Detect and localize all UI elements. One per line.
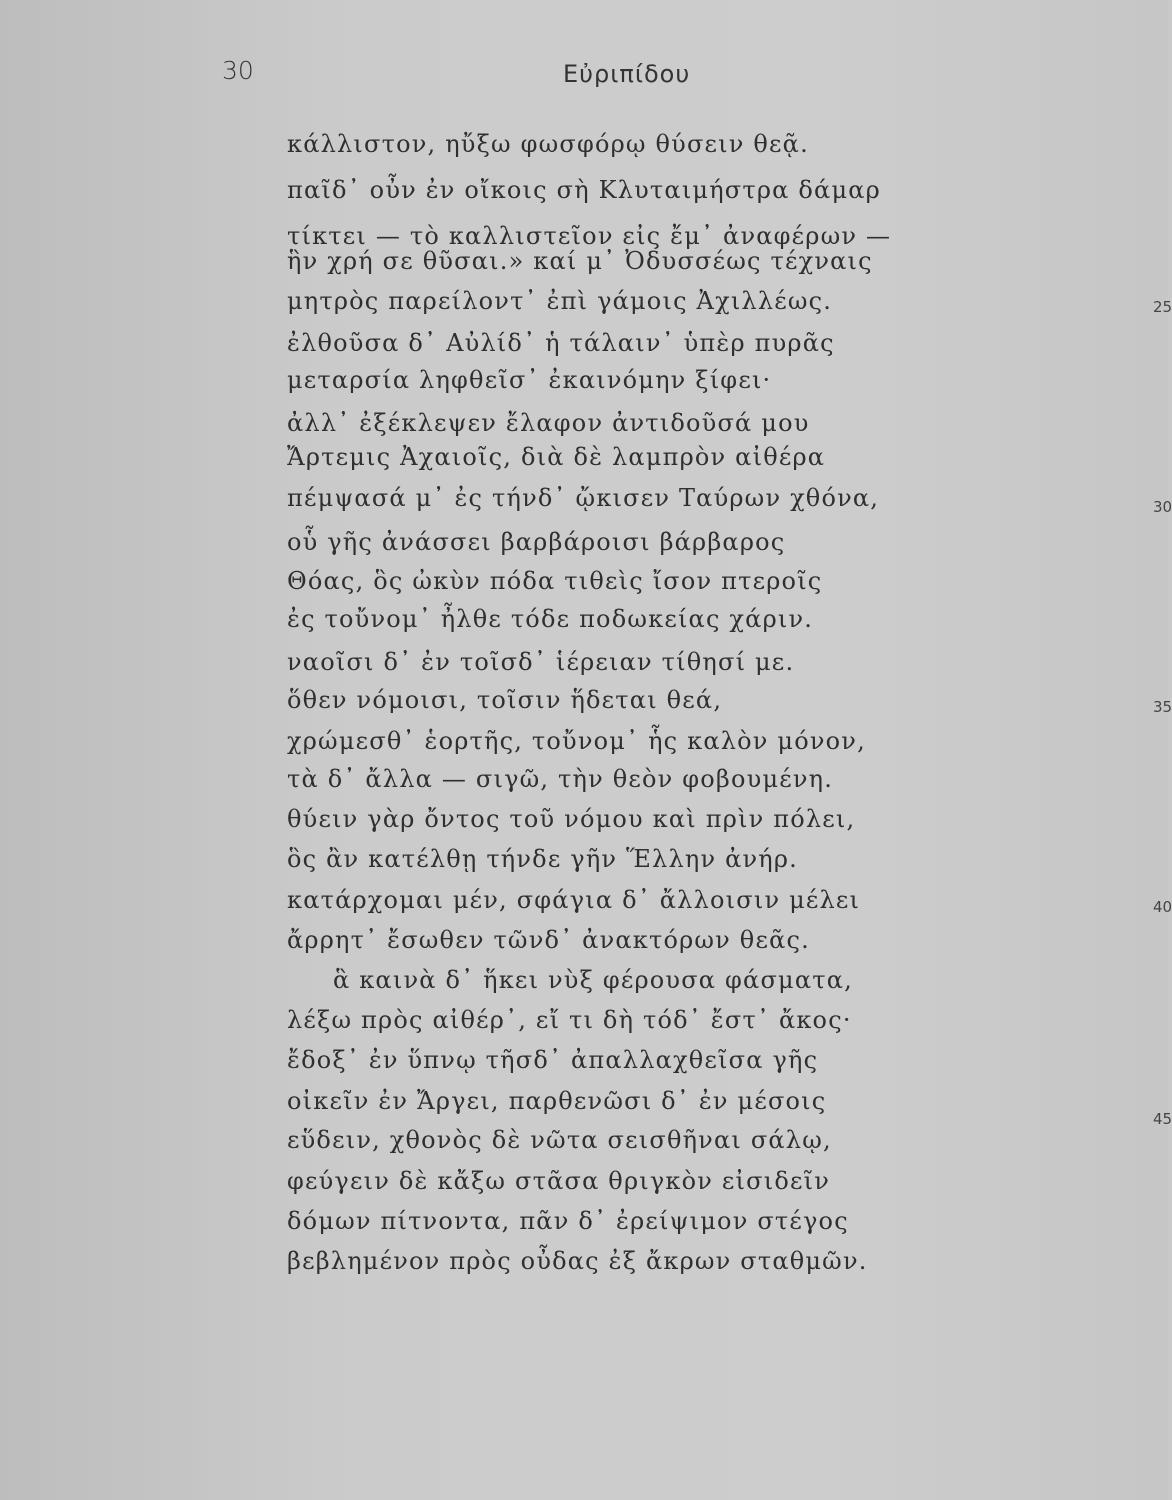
- line-number: 35: [1153, 698, 1172, 716]
- line-number: 40: [1153, 898, 1172, 916]
- line-number: 45: [1153, 1110, 1172, 1128]
- book-page: 30 Εὐριπίδου κάλλιστον, ηὔξω φωσφόρῳ θύσειν θεᾷ. παῖδ᾽ οὖν ἐν οἴκοις σὴ Κλυταιμήστρα δάμαρ τίκτει — τὸ καλλιστεῖον εἰς ἔμ᾽ ἀναφέρων — ἣν χρή σε θῦσαι.» καί μ᾽ Ὀδυσσέως τέχναις μητρὸς παρείλοντ᾽ ἐπὶ γάμοις Ἀχιλλέως. 25 ἐλθοῦσα δ᾽ Αὐλίδ᾽ ἡ τάλαιν᾽ ὑπὲρ πυρᾶς μεταρσία ληφθεῖσ᾽ ἐκαινόμην ξίφει· ἀλλ᾽ ἐξέκλεψεν ἔλαφον ἀντιδοῦσά μου Ἄρτεμις Ἀχαιοῖς, διὰ δὲ λαμπρὸν αἰθέρα πέμψασά μ᾽ ἐς τήνδ᾽ ᾤκισεν Ταύρων χθόνα, 30 οὗ γῆς ἀνάσσει βαρβάροισι βάρβαρος Θόας, ὃς ὠκὺν πόδα τιθεὶς ἴσον πτεροῖς ἐς τοὔνομ᾽ ἦλθε τόδε ποδωκείας χάριν. ναοῖσι δ᾽ ἐν τοῖσδ᾽ ἱέρειαν τίθησί με. ὅθεν νόμοισι, τοῖσιν ἥδεται θεά, 35 χρώμεσθ᾽ ἑορτῆς, τοὔνομ᾽ ἧς καλὸν μόνον, τὰ δ᾽ ἄλλα — σιγῶ, τὴν θεὸν φοβουμένη. θύειν γὰρ ὄντος τοῦ νόμου καὶ πρὶν πόλει, ὃς ἂν κατέλθῃ τήνδε γῆν Ἕλλην ἀνήρ. κατάρχομαι μέν, σφάγια δ᾽ ἄλλοισιν μέλει 40 ἄρρητ᾽ ἔσωθεν τῶνδ᾽ ἀνακτόρων θεᾶς. ἃ καινὰ δ᾽ ἥκει νὺξ φέρουσα φάσματα, λέξω πρὸς αἰθέρ᾽, εἴ τι δὴ τόδ᾽ ἔστ᾽ ἄκος· ἔδοξ᾽ ἐν ὕπνῳ τῆσδ᾽ ἀπαλλαχθεῖσα γῆς οἰκεῖν ἐν Ἄργει, παρθενῶσι δ᾽ ἐν μέσοις 45 εὕδειν, χθονὸς δὲ νῶτα σεισθῆναι σάλῳ, φεύγειν δὲ κἄξω στᾶσα θριγκὸν εἰσιδεῖν δόμων πίτνοντα, πᾶν δ᾽ ἐρείψιμον στέγος βεβλημένον πρὸς οὖδας ἐξ ἄκρων σταθμῶν.: [0, 0, 1168, 1500]
- line-number: 30: [1153, 498, 1172, 516]
- line-number: 25: [1153, 298, 1172, 316]
- page-number: 30: [222, 56, 254, 85]
- running-head: Εὐριπίδου: [563, 60, 691, 88]
